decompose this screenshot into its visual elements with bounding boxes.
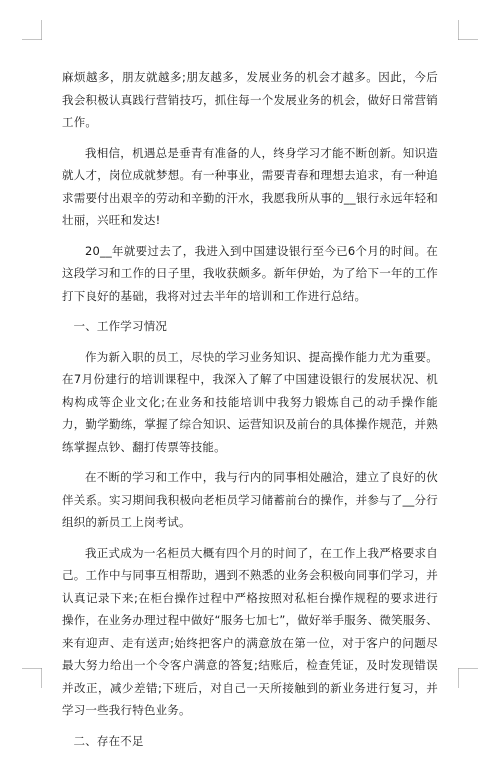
paragraph-teller-work: 我正式成为一名柜员大概有四个月的时间了，在工作上我严格要求自己。工作中与同事互相帮助，遇到不熟悉的业务会积极向同事们学习，并认真记录下来;在柜台操作过程中严格按照对私柜台操作规程的要求进行操作，在业务办理过程中做好“服务七加七”，做好举手服务、微笑服务、来有迎声、走有送声;始终把客户的满意放在第一位，对于客户的问题尽最大努力给出一个令客户满意的答复;结账后，检查凭证，及时发现错误并改正，减少差错;下班后，对自己一天所接触到的新业务进行复习，并学习一些我行特色业务。 [62, 545, 438, 717]
paragraph-summary-intro: 20__年就要过去了，我进入到中国建设银行至今已6个月的时间。在这段学习和工作的日子里，我收获颇多。新年伊始，为了给下一年的工作打下良好的基础，我将对过去半年的培训和工作进行总结。 [62, 243, 438, 303]
paragraph-opportunity: 我相信，机遇总是垂青有准备的人，终身学习才能不断创新。知识造就人才，岗位成就梦想。有一种事业，需要青春和理想去追求，有一种追求需要付出艰辛的劳动和辛勤的汗水，我愿我所从事的__银行永远年轻和壮丽，兴旺和发达! [62, 145, 438, 227]
section-heading-work-study: 一、工作学习情况 [73, 319, 168, 333]
crop-mark-bottom-right [458, 668, 478, 688]
crop-mark-top-left [22, 20, 42, 40]
paragraph-continuation: 麻烦越多，朋友就越多;朋友越多，发展业务的机会才越多。因此，今后我会积极认真践行营销技巧，抓住每一个发展业务的机会，做好日常营销工作。 [62, 70, 438, 129]
crop-mark-top-right [458, 20, 478, 40]
document-body [62, 66, 438, 760]
section-heading-shortcomings: 二、存在不足 [73, 733, 144, 748]
paragraph-colleagues: 在不断的学习和工作中，我与行内的同事相处融洽，建立了良好的伙伴关系。实习期间我积极向老柜员学习储蓄前台的操作，并参与了__分行组织的新员工上岗考试。 [62, 470, 438, 529]
paragraph-training: 作为新入职的员工，尽快的学习业务知识、提高操作能力尤为重要。在7月份建行的培训课程中，我深入了解了中国建设银行的发展状况、机构构成等企业文化;在业务和技能培训中我努力锻炼自己的动手操作能力，勤学勤练，掌握了综合知识、运营知识及前台的具体操作规范，并熟练掌握点钞、翻打传票等技能。 [62, 349, 438, 454]
crop-mark-bottom-left [22, 668, 42, 688]
